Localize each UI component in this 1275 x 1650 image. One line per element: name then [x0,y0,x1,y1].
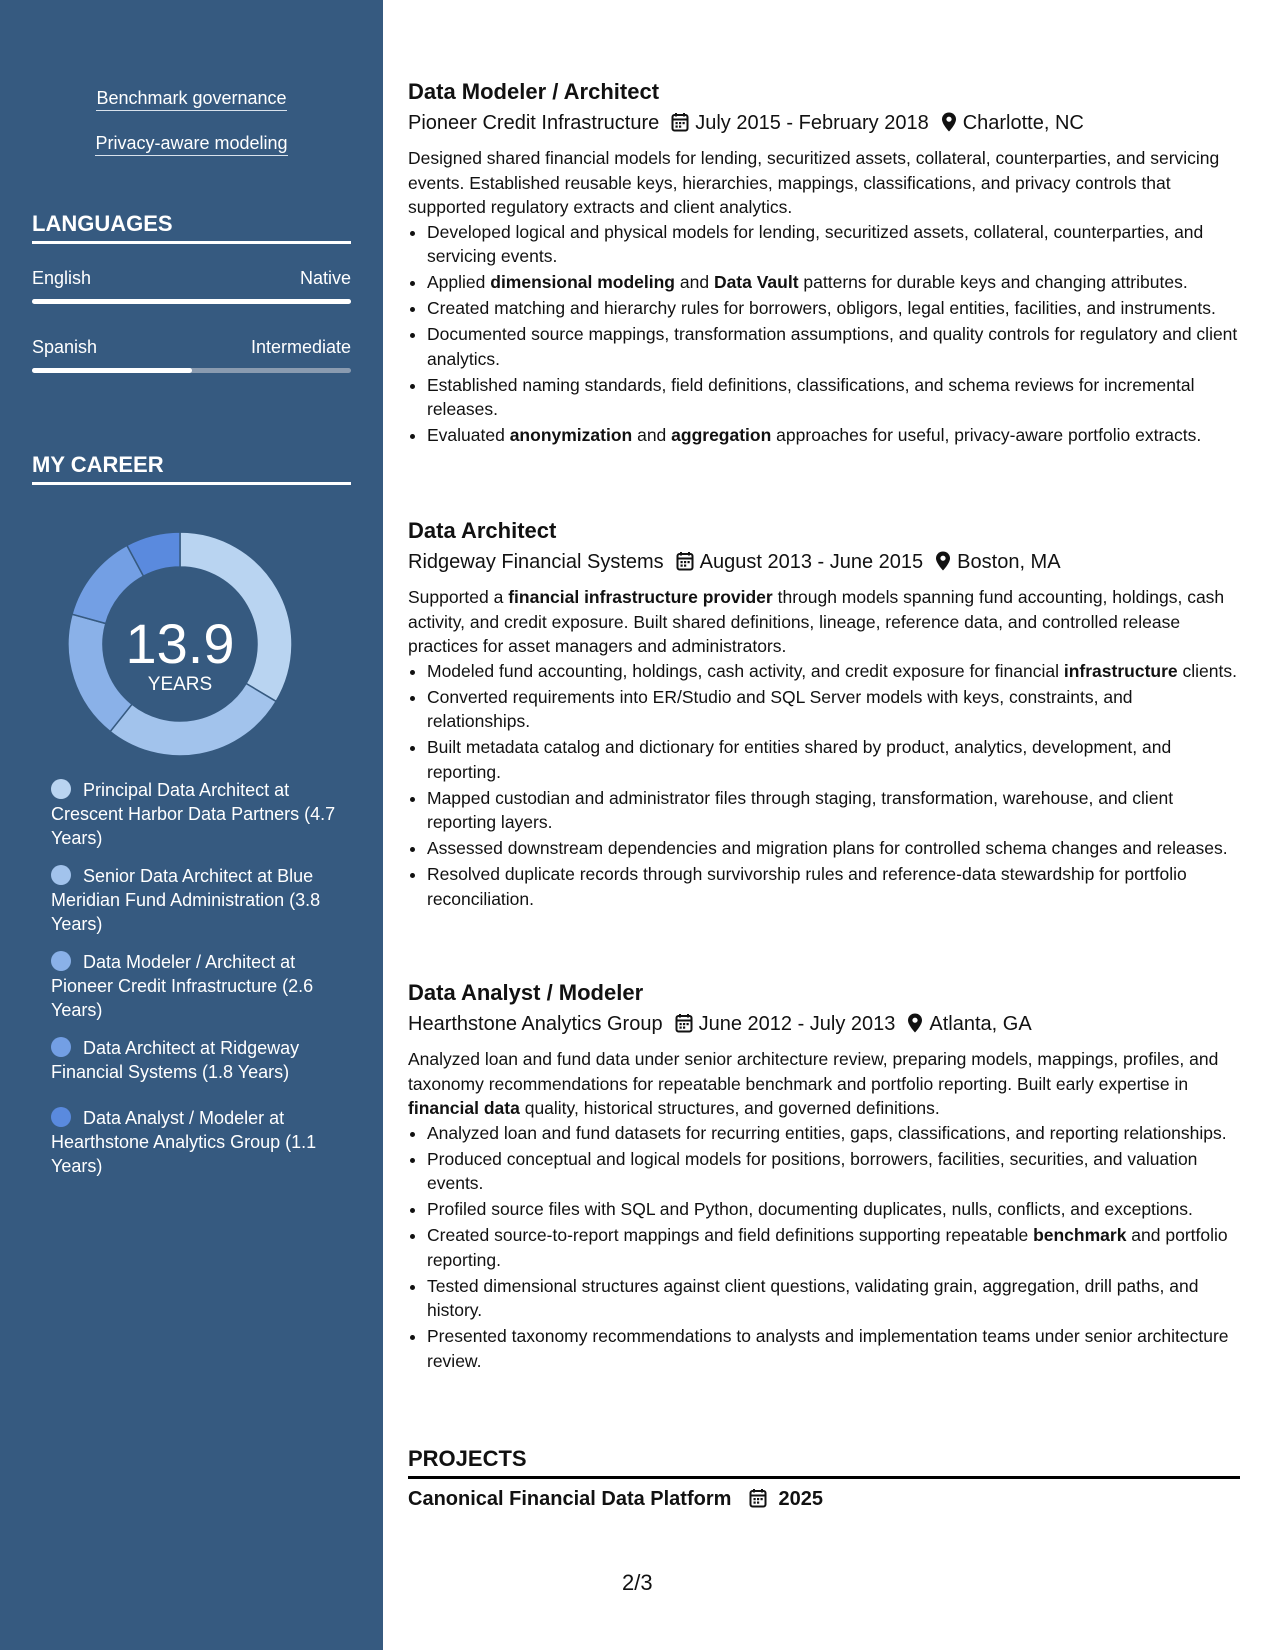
calendar-icon [676,551,694,579]
job-bullet: • Mapped custodian and administrator files through staging, transformation, warehouse, and client reporting layers. [427,786,1240,835]
job-dates: July 2015 - February 2018 [695,112,929,134]
language-row [32,337,351,358]
job-bullet: • Documented source mappings, transformation assumptions, and quality controls for regulatory and client analytics. [427,322,1240,371]
job-description: Analyzed loan and fund data under senior architecture review, preparing models, mappings, profiles, and taxonomy recommendations for repeatable benchmark and portfolio reporting. Built early expertise in financial data quality, historical structures, and governed definitions. [408,1049,1219,1118]
company-name: Pioneer Credit Infrastructure [408,112,660,134]
proficiency-fill [32,299,351,304]
career-legend-item [51,950,341,1022]
donut-segment [68,614,132,731]
company-name: Ridgeway Financial Systems [408,551,664,573]
projects-heading: PROJECTS [408,1446,1240,1479]
job-title: Data Analyst / Modeler [408,980,644,1005]
company-name: Hearthstone Analytics Group [408,1013,663,1035]
project-year: 2025 [778,1488,824,1510]
language-name: Spanish [32,337,98,357]
job-bullet: • Produced conceptual and logical models for positions, borrowers, facilities, securities, and valuation events. [427,1147,1240,1196]
career-heading: MY CAREER [32,452,351,485]
job-bullet: • Established naming standards, field definitions, classifications, and schema reviews for incremental releases. [427,373,1240,422]
job-meta [408,109,1240,140]
location-pin-icon [941,112,957,140]
experience-entry [408,517,1240,913]
career-legend-item [51,864,341,936]
job-bullets [408,1121,1240,1374]
job-meta [408,1010,1240,1041]
legend-dot [51,779,71,799]
legend-label: Data Architect at Ridgeway Financial Systems (1.8 Years) [51,1038,300,1082]
job-bullet: • Assessed downstream dependencies and migration plans for controlled schema changes and releases. [427,836,1240,861]
job-bullet: • Evaluated anonymization and aggregation approaches for useful, privacy-aware portfolio extracts. [427,423,1240,448]
job-title: Data Architect [408,518,557,543]
location-pin-icon [907,1013,923,1041]
project-name: Canonical Financial Data Platform [408,1488,732,1510]
job-bullet: • Built metadata catalog and dictionary for entities shared by product, analytics, development, and reporting. [427,735,1240,784]
career-donut-chart [62,526,298,762]
legend-label: Principal Data Architect at Crescent Harbor Data Partners (4.7 Years) [51,780,336,848]
job-bullet: • Resolved duplicate records through survivorship rules and reference-data stewardship for portfolio reconciliation. [427,862,1240,911]
job-bullet: • Created matching and hierarchy rules for borrowers, obligors, legal entities, facilities, and instruments. [427,296,1240,321]
legend-dot [51,951,71,971]
job-bullet: • Presented taxonomy recommendations to analysts and implementation teams under senior architecture review. [427,1324,1240,1373]
job-bullet: • Applied dimensional modeling and Data Vault patterns for durable keys and changing attributes. [427,270,1240,295]
calendar-icon [749,1488,767,1514]
job-bullets [408,220,1240,448]
language-name: English [32,268,92,288]
sidebar [0,0,383,1650]
job-bullet: • Created source-to-report mappings and field definitions supporting repeatable benchmark and portfolio reporting. [427,1223,1240,1272]
job-bullet: • Converted requirements into ER/Studio and SQL Server models with keys, constraints, and relationships. [427,685,1240,734]
job-description: Designed shared financial models for lending, securitized assets, collateral, counterparties, and servicing events. Established reusable keys, hierarchies, mappings, classifications, and privacy controls that supported regulatory extracts and client analytics. [408,148,1220,217]
job-location: Atlanta, GA [929,1013,1032,1035]
career-legend-item [51,1036,341,1084]
job-dates: August 2013 - June 2015 [699,551,924,573]
calendar-icon [675,1013,693,1041]
job-bullet: • Tested dimensional structures against client questions, validating grain, aggregation, drill paths, and history. [427,1274,1240,1323]
page-number: 2/3 [622,1570,653,1595]
proficiency-fill [32,368,192,373]
language-row [32,268,351,289]
job-dates: June 2012 - July 2013 [698,1013,896,1035]
career-total: 13.9 [125,612,235,675]
experience-entry [408,979,1240,1375]
job-bullet: • Developed logical and physical models for lending, securitized assets, collateral, counterparties, and servicing events. [427,220,1240,269]
legend-label: Senior Data Architect at Blue Meridian Fund Administration (3.8 Years) [51,866,321,934]
legend-dot [51,865,71,885]
job-title: Data Modeler / Architect [408,79,660,104]
legend-dot [51,1107,71,1127]
job-bullet: • Profiled source files with SQL and Python, documenting duplicates, nulls, conflicts, and exceptions. [427,1197,1240,1222]
career-unit: YEARS [147,674,213,695]
career-legend-item [51,778,341,850]
job-bullet: • Modeled fund accounting, holdings, cash activity, and credit exposure for financial infrastructure clients. [427,659,1240,684]
job-location: Charlotte, NC [962,112,1084,134]
job-description: Supported a financial infrastructure provider through models spanning fund accounting, holdings, cash activity, and credit exposure. Built shared definitions, lineage, reference data, and controlled release practices for asset managers and administrators. [408,587,1225,656]
career-legend-item [51,1106,341,1178]
legend-label: Data Modeler / Architect at Pioneer Credit Infrastructure (2.6 Years) [51,952,314,1020]
job-location: Boston, MA [957,551,1061,573]
language-level: Intermediate [250,337,351,357]
experience-entry [408,78,1240,449]
language-proficiency-bar [32,368,351,373]
legend-label: Data Analyst / Modeler at Hearthstone Analytics Group (1.1 Years) [51,1108,317,1176]
job-meta [408,548,1240,579]
skill-tag: Privacy-aware modeling [0,133,383,154]
location-pin-icon [935,551,951,579]
languages-heading: LANGUAGES [32,211,351,244]
language-proficiency-bar [32,299,351,304]
skill-tag: Benchmark governance [0,88,383,109]
legend-dot [51,1037,71,1057]
project-item [408,1488,823,1514]
calendar-icon [671,112,689,140]
language-level: Native [299,268,351,288]
job-bullet: • Analyzed loan and fund datasets for recurring entities, gaps, classifications, and reporting relationships. [427,1121,1240,1146]
job-bullets [408,659,1240,912]
